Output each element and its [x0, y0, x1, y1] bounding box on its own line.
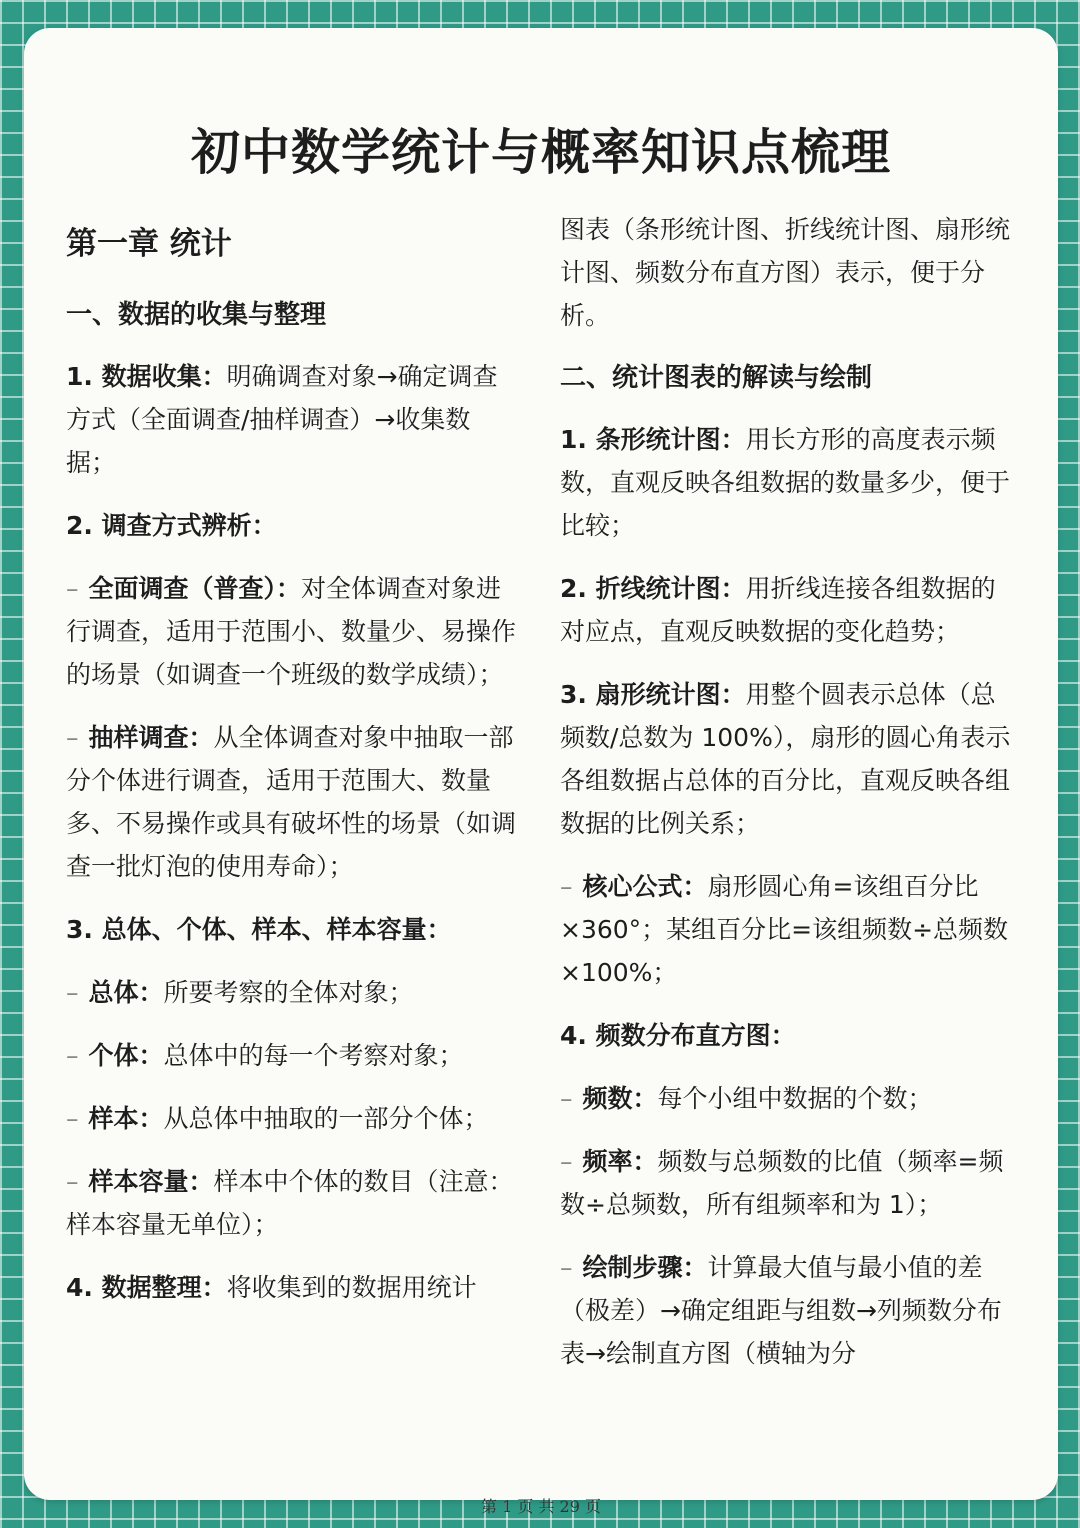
page-title: 初中数学统计与概率知识点梳理	[190, 124, 891, 181]
bullet-item	[560, 865, 1012, 994]
item-text: 明确调查对象→确定调查方式（全面调查/抽样调查）→收集数据；	[66, 362, 498, 477]
item-text: 用长方形的高度表示频数，直观反映各组数据的数量多少，便于比较；	[560, 425, 1011, 540]
item-text: 计算最大值与最小值的差（极差）→确定组距与组数→列频数分布表→绘制直方图（横轴为分	[560, 1253, 1002, 1368]
dash-marker: –	[66, 1167, 79, 1196]
section-heading: 二、统计图表的解读与绘制	[560, 363, 873, 393]
item-heading: 2. 调查方式辨析：	[66, 511, 277, 540]
item-text: 从全体调查对象中抽取一部分个体进行调查，适用于范围大、数量多、不易操作或具有破坏性的场景（如调查一批灯泡的使用寿命）；	[66, 723, 517, 881]
item-text: 图表（条形统计图、折线统计图、扇形统计图、频数分布直方图）表示，便于分析。	[560, 215, 1011, 330]
bullet-item	[66, 1034, 518, 1077]
item-heading: 4. 数据整理：	[66, 1273, 227, 1302]
paragraph	[560, 1014, 1012, 1057]
item-text: 从总体中抽取的一部分个体；	[163, 1104, 489, 1133]
paragraph	[66, 908, 518, 951]
item-heading: 个体：	[88, 1041, 164, 1070]
dash-marker: –	[560, 1084, 573, 1113]
paragraph	[560, 673, 1012, 845]
paragraph	[560, 418, 1012, 547]
item-heading: 3. 总体、个体、样本、样本容量：	[66, 915, 452, 944]
bullet-item	[66, 567, 518, 696]
bullet-item	[560, 1140, 1012, 1226]
item-heading: 样本容量：	[88, 1167, 214, 1196]
bullet-item	[66, 971, 518, 1014]
document-page	[24, 28, 1058, 1516]
item-heading: 总体：	[88, 978, 164, 1007]
item-text: 用整个圆表示总体（总频数/总数为 100%），扇形的圆心角表示各组数据占总体的百分比，直观反映各组数据的比例关系；	[560, 680, 1011, 838]
item-text: 总体中的每一个考察对象；	[163, 1041, 464, 1070]
paragraph	[66, 504, 518, 547]
dash-marker: –	[66, 1041, 79, 1070]
item-heading: 4. 频数分布直方图：	[560, 1021, 796, 1050]
bullet-item	[66, 716, 518, 888]
item-text: 每个小组中数据的个数；	[657, 1084, 933, 1113]
item-heading: 3. 扇形统计图：	[560, 680, 746, 709]
item-text: 将收集到的数据用统计	[226, 1273, 477, 1302]
item-text: 扇形圆心角=该组百分比×360°；某组百分比=该组频数÷总频数×100%；	[560, 872, 1009, 987]
left-column	[66, 208, 518, 1329]
item-text: 对全体调查对象进行调查，适用于范围小、数量少、易操作的场景（如调查一个班级的数学成绩）；	[66, 574, 517, 689]
item-text: 频数与总频数的比值（频率=频数÷总频数，所有组频率和为 1）；	[560, 1147, 1004, 1219]
item-text: 用折线连接各组数据的对应点，直观反映数据的变化趋势；	[560, 574, 996, 646]
item-heading: 全面调查（普查）：	[88, 574, 302, 603]
item-heading: 绘制步骤：	[582, 1253, 708, 1282]
dash-marker: –	[66, 574, 79, 603]
section-heading: 一、数据的收集与整理	[66, 300, 327, 330]
item-heading: 频数：	[582, 1084, 658, 1113]
paragraph	[66, 355, 518, 484]
dash-marker: –	[560, 872, 573, 901]
item-heading: 1. 条形统计图：	[560, 425, 746, 454]
item-heading: 样本：	[88, 1104, 164, 1133]
item-heading: 频率：	[582, 1147, 658, 1176]
item-heading: 核心公式：	[582, 872, 708, 901]
paragraph	[560, 567, 1012, 653]
bullet-item	[560, 1077, 1012, 1120]
paragraph	[560, 208, 1012, 337]
dash-marker: –	[66, 978, 79, 1007]
paragraph	[66, 1266, 518, 1309]
dash-marker: –	[66, 1104, 79, 1133]
dash-marker: –	[560, 1147, 573, 1176]
page-number: 第 1 页 共 29 页	[481, 1497, 601, 1516]
item-heading: 抽样调查：	[88, 723, 214, 752]
dash-marker: –	[66, 723, 79, 752]
dash-marker: –	[560, 1253, 573, 1282]
item-heading: 2. 折线统计图：	[560, 574, 746, 603]
item-text: 所要考察的全体对象；	[163, 978, 414, 1007]
bullet-item	[66, 1160, 518, 1246]
right-column	[560, 208, 1012, 1395]
bullet-item	[66, 1097, 518, 1140]
bullet-item	[560, 1246, 1012, 1375]
item-heading: 1. 数据收集：	[66, 362, 227, 391]
item-text: 样本中个体的数目（注意：样本容量无单位）；	[66, 1167, 514, 1239]
chapter-heading: 第一章 统计	[66, 226, 232, 262]
